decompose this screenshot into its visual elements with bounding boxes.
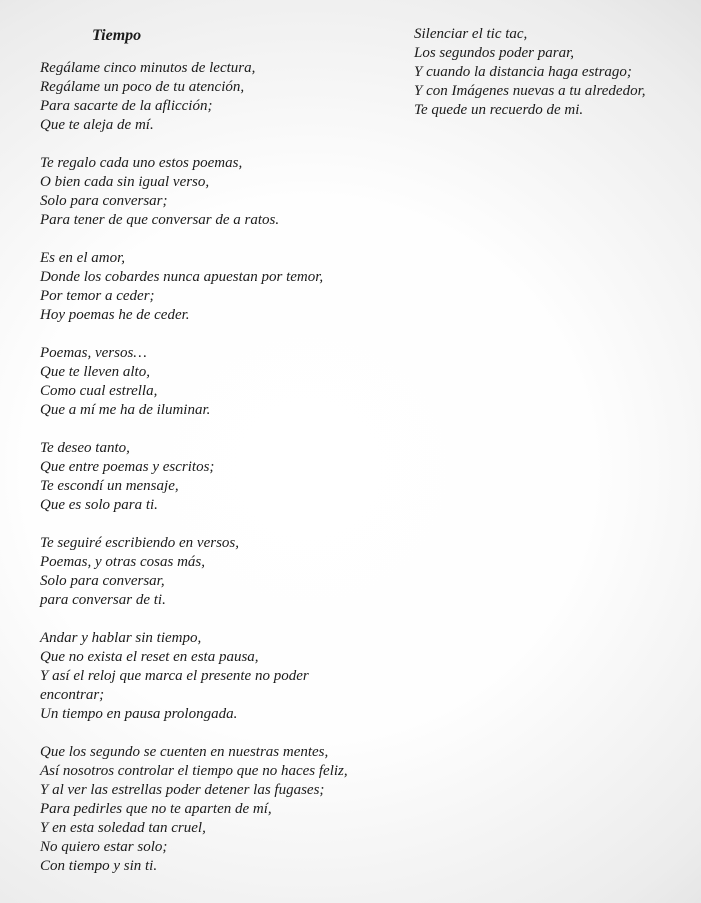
poem-line: Y al ver las estrellas poder detener las fugases; bbox=[40, 782, 325, 798]
poem-left-column bbox=[40, 26, 420, 876]
stanza-6 bbox=[40, 534, 420, 610]
stanza-1 bbox=[40, 59, 420, 135]
poem-line: Poemas, y otras cosas más, bbox=[40, 554, 205, 570]
poem-line: Regálame un poco de tu atención, bbox=[40, 79, 245, 95]
poem-line: Para tener de que conversar de a ratos. bbox=[40, 212, 280, 228]
poem-line: Y con Imágenes nuevas a tu alrededor, bbox=[414, 83, 646, 99]
poem-title: Tiempo bbox=[92, 27, 142, 44]
poem-line: Silenciar el tic tac, bbox=[414, 26, 528, 42]
stanza-9 bbox=[414, 25, 694, 120]
poem-line: Solo para conversar; bbox=[40, 193, 168, 209]
poem-line: Con tiempo y sin ti. bbox=[40, 858, 158, 874]
poem-line: encontrar; bbox=[40, 687, 105, 703]
poem-line: Para pedirles que no te aparten de mí, bbox=[40, 801, 272, 817]
poem-line: Que entre poemas y escritos; bbox=[40, 459, 215, 475]
stanza-3 bbox=[40, 249, 420, 325]
poem-line: Que te lleven alto, bbox=[40, 364, 150, 380]
poem-line: Regálame cinco minutos de lectura, bbox=[40, 60, 256, 76]
poem-line: O bien cada sin igual verso, bbox=[40, 174, 210, 190]
poem-line: No quiero estar solo; bbox=[40, 839, 168, 855]
poem-line: Te seguiré escribiendo en versos, bbox=[40, 535, 239, 551]
stanza-4 bbox=[40, 344, 420, 420]
poem-line: Los segundos poder parar, bbox=[414, 45, 575, 61]
poem-line: Donde los cobardes nunca apuestan por temor, bbox=[40, 269, 324, 285]
poem-line: Que es solo para ti. bbox=[40, 497, 158, 513]
stanza-2 bbox=[40, 154, 420, 230]
poem-line: Te escondí un mensaje, bbox=[40, 478, 179, 494]
poem-line: Y así el reloj que marca el presente no poder bbox=[40, 668, 309, 684]
poem-right-column bbox=[414, 25, 694, 120]
poem-line: Como cual estrella, bbox=[40, 383, 158, 399]
stanza-5 bbox=[40, 439, 420, 515]
stanza-8 bbox=[40, 743, 420, 876]
poem-line: Para sacarte de la aflicción; bbox=[40, 98, 213, 114]
poem-line: Y cuando la distancia haga estrago; bbox=[414, 64, 632, 80]
poem-line: Es en el amor, bbox=[40, 250, 125, 266]
poem-line: Te regalo cada uno estos poemas, bbox=[40, 155, 243, 171]
poem-line: Andar y hablar sin tiempo, bbox=[40, 630, 202, 646]
poem-line: Solo para conversar, bbox=[40, 573, 165, 589]
poem-line: Que los segundo se cuenten en nuestras mentes, bbox=[40, 744, 329, 760]
poem-line: Te deseo tanto, bbox=[40, 440, 130, 456]
poem-line: Hoy poemas he de ceder. bbox=[40, 307, 190, 323]
poem-line: Por temor a ceder; bbox=[40, 288, 155, 304]
poem-line: Poemas, versos… bbox=[40, 345, 147, 361]
poem-line: Te quede un recuerdo de mi. bbox=[414, 102, 584, 118]
poem-line: Que no exista el reset en esta pausa, bbox=[40, 649, 259, 665]
poem-line: Que a mí me ha de iluminar. bbox=[40, 402, 211, 418]
poem-line: Y en esta soledad tan cruel, bbox=[40, 820, 206, 836]
poem-line: Un tiempo en pausa prolongada. bbox=[40, 706, 238, 722]
poem-line: para conversar de ti. bbox=[40, 592, 166, 608]
poem-line: Así nosotros controlar el tiempo que no haces feliz, bbox=[40, 763, 348, 779]
poem-line: Que te aleja de mí. bbox=[40, 117, 154, 133]
stanza-7 bbox=[40, 629, 420, 724]
